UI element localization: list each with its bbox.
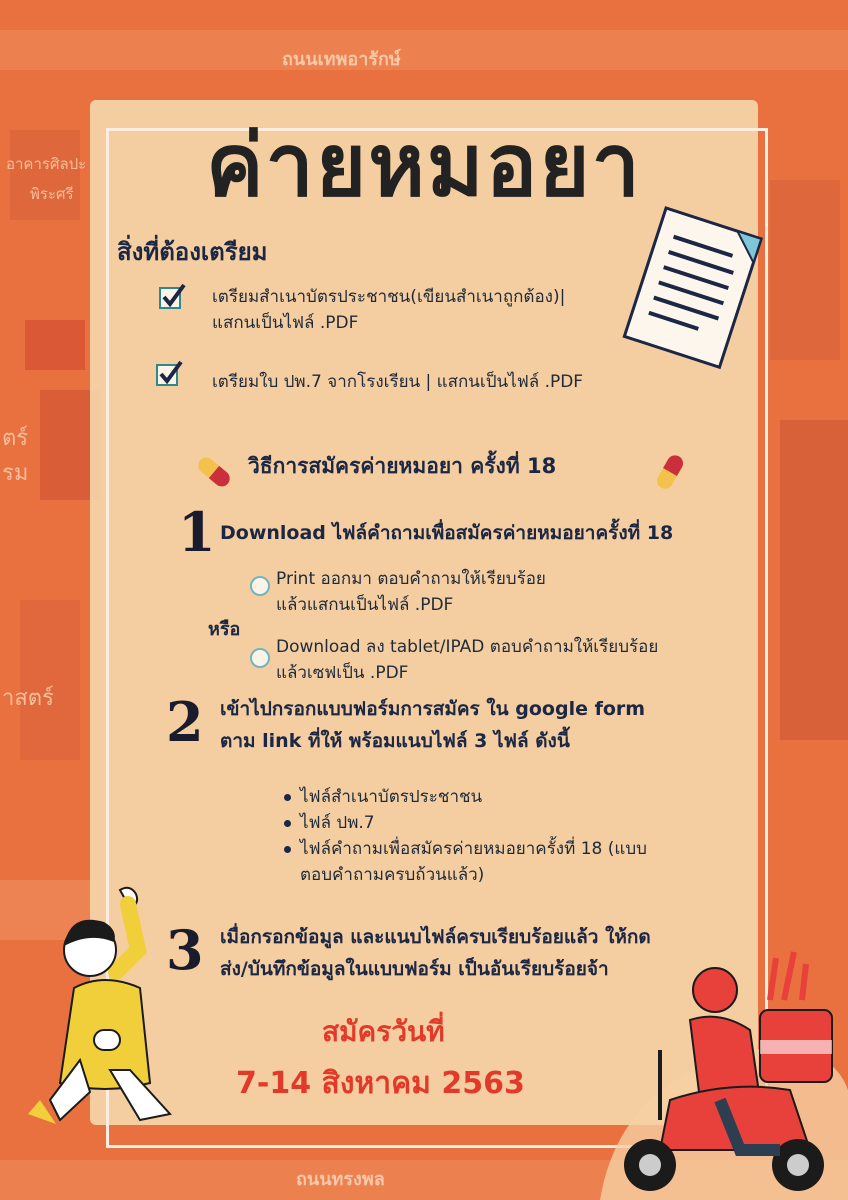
step-1-option-2-line2: แล้วเซฟเป็น .PDF xyxy=(276,663,409,683)
prepare-item-2: เตรียมใบ ปพ.7 จากโรงเรียน | แสกนเป็นไฟล์ .PDF xyxy=(212,372,584,392)
step-1-text: Download ไฟล์คำถามเพื่อสมัครค่ายหมอยาครั้งที่ 18 xyxy=(220,522,674,544)
bullet-icon xyxy=(284,820,291,827)
capsule-icon xyxy=(648,448,692,496)
step-2-file-1: ไฟล์สำเนาบัตรประชาชน xyxy=(300,787,483,807)
step-2-file-3-line2: ตอบคำถามครบถ้วนแล้ว) xyxy=(300,865,485,885)
capsule-icon xyxy=(192,450,236,494)
or-label: หรือ xyxy=(208,619,241,640)
document-icon xyxy=(620,205,765,375)
apply-label: สมัครวันที่ xyxy=(322,1015,445,1048)
prepare-item-1-line1: เตรียมสำเนาบัตรประชาชน(เขียนสำเนาถูกต้อง)| xyxy=(212,287,566,307)
building-label-b: พิระศรี xyxy=(30,185,74,203)
map-label-left-2: รม xyxy=(2,461,29,486)
road-label-top: ถนนเทพอารักษ์ xyxy=(282,49,401,70)
step-1-option-1-line1: Print ออกมา ตอบคำถามให้เรียบร้อย xyxy=(276,569,546,589)
road-label-bottom: ถนนทรงพล xyxy=(296,1169,385,1190)
bullet-icon xyxy=(284,846,291,853)
step-2-file-2: ไฟล์ ปพ.7 xyxy=(300,813,375,833)
step-3-number: 3 xyxy=(166,918,204,982)
step-2-line2: ตาม link ที่ให้ พร้อมแนบไฟล์ 3 ไฟล์ ดังนี้ xyxy=(220,730,570,752)
scooter-rider-illustration xyxy=(570,940,848,1200)
step-2-line1: เข้าไปกรอกแบบฟอร์มการสมัคร ใน google form xyxy=(220,698,646,720)
radio-option-icon xyxy=(250,648,270,668)
prepare-item-1-line2: แสกนเป็นไฟล์ .PDF xyxy=(212,313,359,333)
building-label-a: อาคารศิลปะ xyxy=(6,155,87,173)
map-label-left-3: าสตร์ xyxy=(2,686,54,711)
step-1-number: 1 xyxy=(178,500,216,564)
cheering-person-illustration xyxy=(20,880,180,1140)
bullet-icon xyxy=(284,794,291,801)
map-label-left-1: ตร์ xyxy=(2,426,29,451)
step-1-option-1-line2: แล้วแสกนเป็นไฟล์ .PDF xyxy=(276,595,454,615)
step-2-file-3-line1: ไฟล์คำถามเพื่อสมัครค่ายหมอยาครั้งที่ 18 (แบบ xyxy=(300,839,647,859)
apply-dates: 7-14 สิงหาคม 2563 xyxy=(236,1066,525,1101)
poster-title: ค่ายหมอยา xyxy=(206,116,642,216)
radio-option-icon xyxy=(250,576,270,596)
checkbox-checked-icon xyxy=(155,360,183,388)
howto-heading: วิธีการสมัครค่ายหมอยา ครั้งที่ 18 xyxy=(248,454,557,478)
prepare-heading: สิ่งที่ต้องเตรียม xyxy=(117,238,268,266)
step-3-line2: ส่ง/บันทึกข้อมูลในแบบฟอร์ม เป็นอันเรียบร้อยจ้า xyxy=(220,958,609,980)
step-3-line1: เมื่อกรอกข้อมูล และแนบไฟล์ครบเรียบร้อยแล้ว ให้กด xyxy=(220,926,651,948)
step-2-number: 2 xyxy=(166,690,204,754)
step-1-option-2-line1: Download ลง tablet/IPAD ตอบคำถามให้เรียบร้อย xyxy=(276,637,659,657)
checkbox-checked-icon xyxy=(158,283,186,311)
